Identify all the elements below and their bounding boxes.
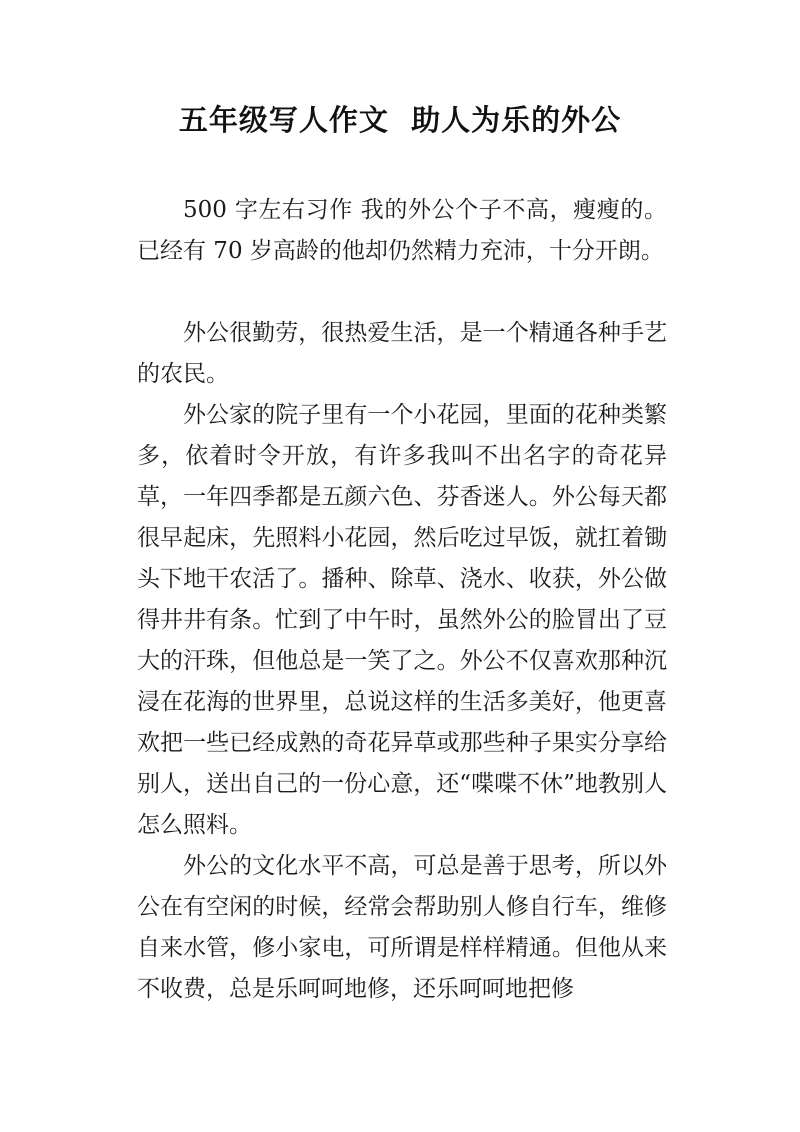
document-body [137,190,667,1010]
paragraph-repair: 外公的文化水平不高，可总是善于思考，所以外公在有空闲的时候，经常会帮助别人修自行车，维修自来水管，修小家电，可所谓是样样精通。但他从来不收费，总是乐呵呵地修，还乐呵呵地把修 [137,853,667,1002]
paragraph-garden: 外公家的院子里有一个小花园，里面的花种类繁多，依着时令开放，有许多我叫不出名字的奇花异草，一年四季都是五颜六色、芬香迷人。外公每天都很早起床，先照料小花园，然后吃过早饭，就扛着锄头下地干农活了。播种、除草、浇水、收获，外公做得井井有条。忙到了中午时，虽然外公的脸冒出了豆大的汗珠，但他总是一笑了之。外公不仅喜欢那种沉浸在花海的世界里，总说这样的生活多美好，他更喜欢把一些已经成熟的奇花异草或那些种子果实分享给别人，送出自己的一份心意，还“喋喋不休”地教别人怎么照料。 [137,402,667,838]
paragraph-intro: 500 字左右习作 我的外公个子不高，瘦瘦的。已经有 70 岁高龄的他却仍然精力充沛，十分开朗。 [137,197,667,264]
document-title: 五年级写人作文 助人为乐的外公 [178,103,622,137]
paragraph-diligent: 外公很勤劳，很热爱生活，是一个精通各种手艺的农民。 [137,320,667,387]
